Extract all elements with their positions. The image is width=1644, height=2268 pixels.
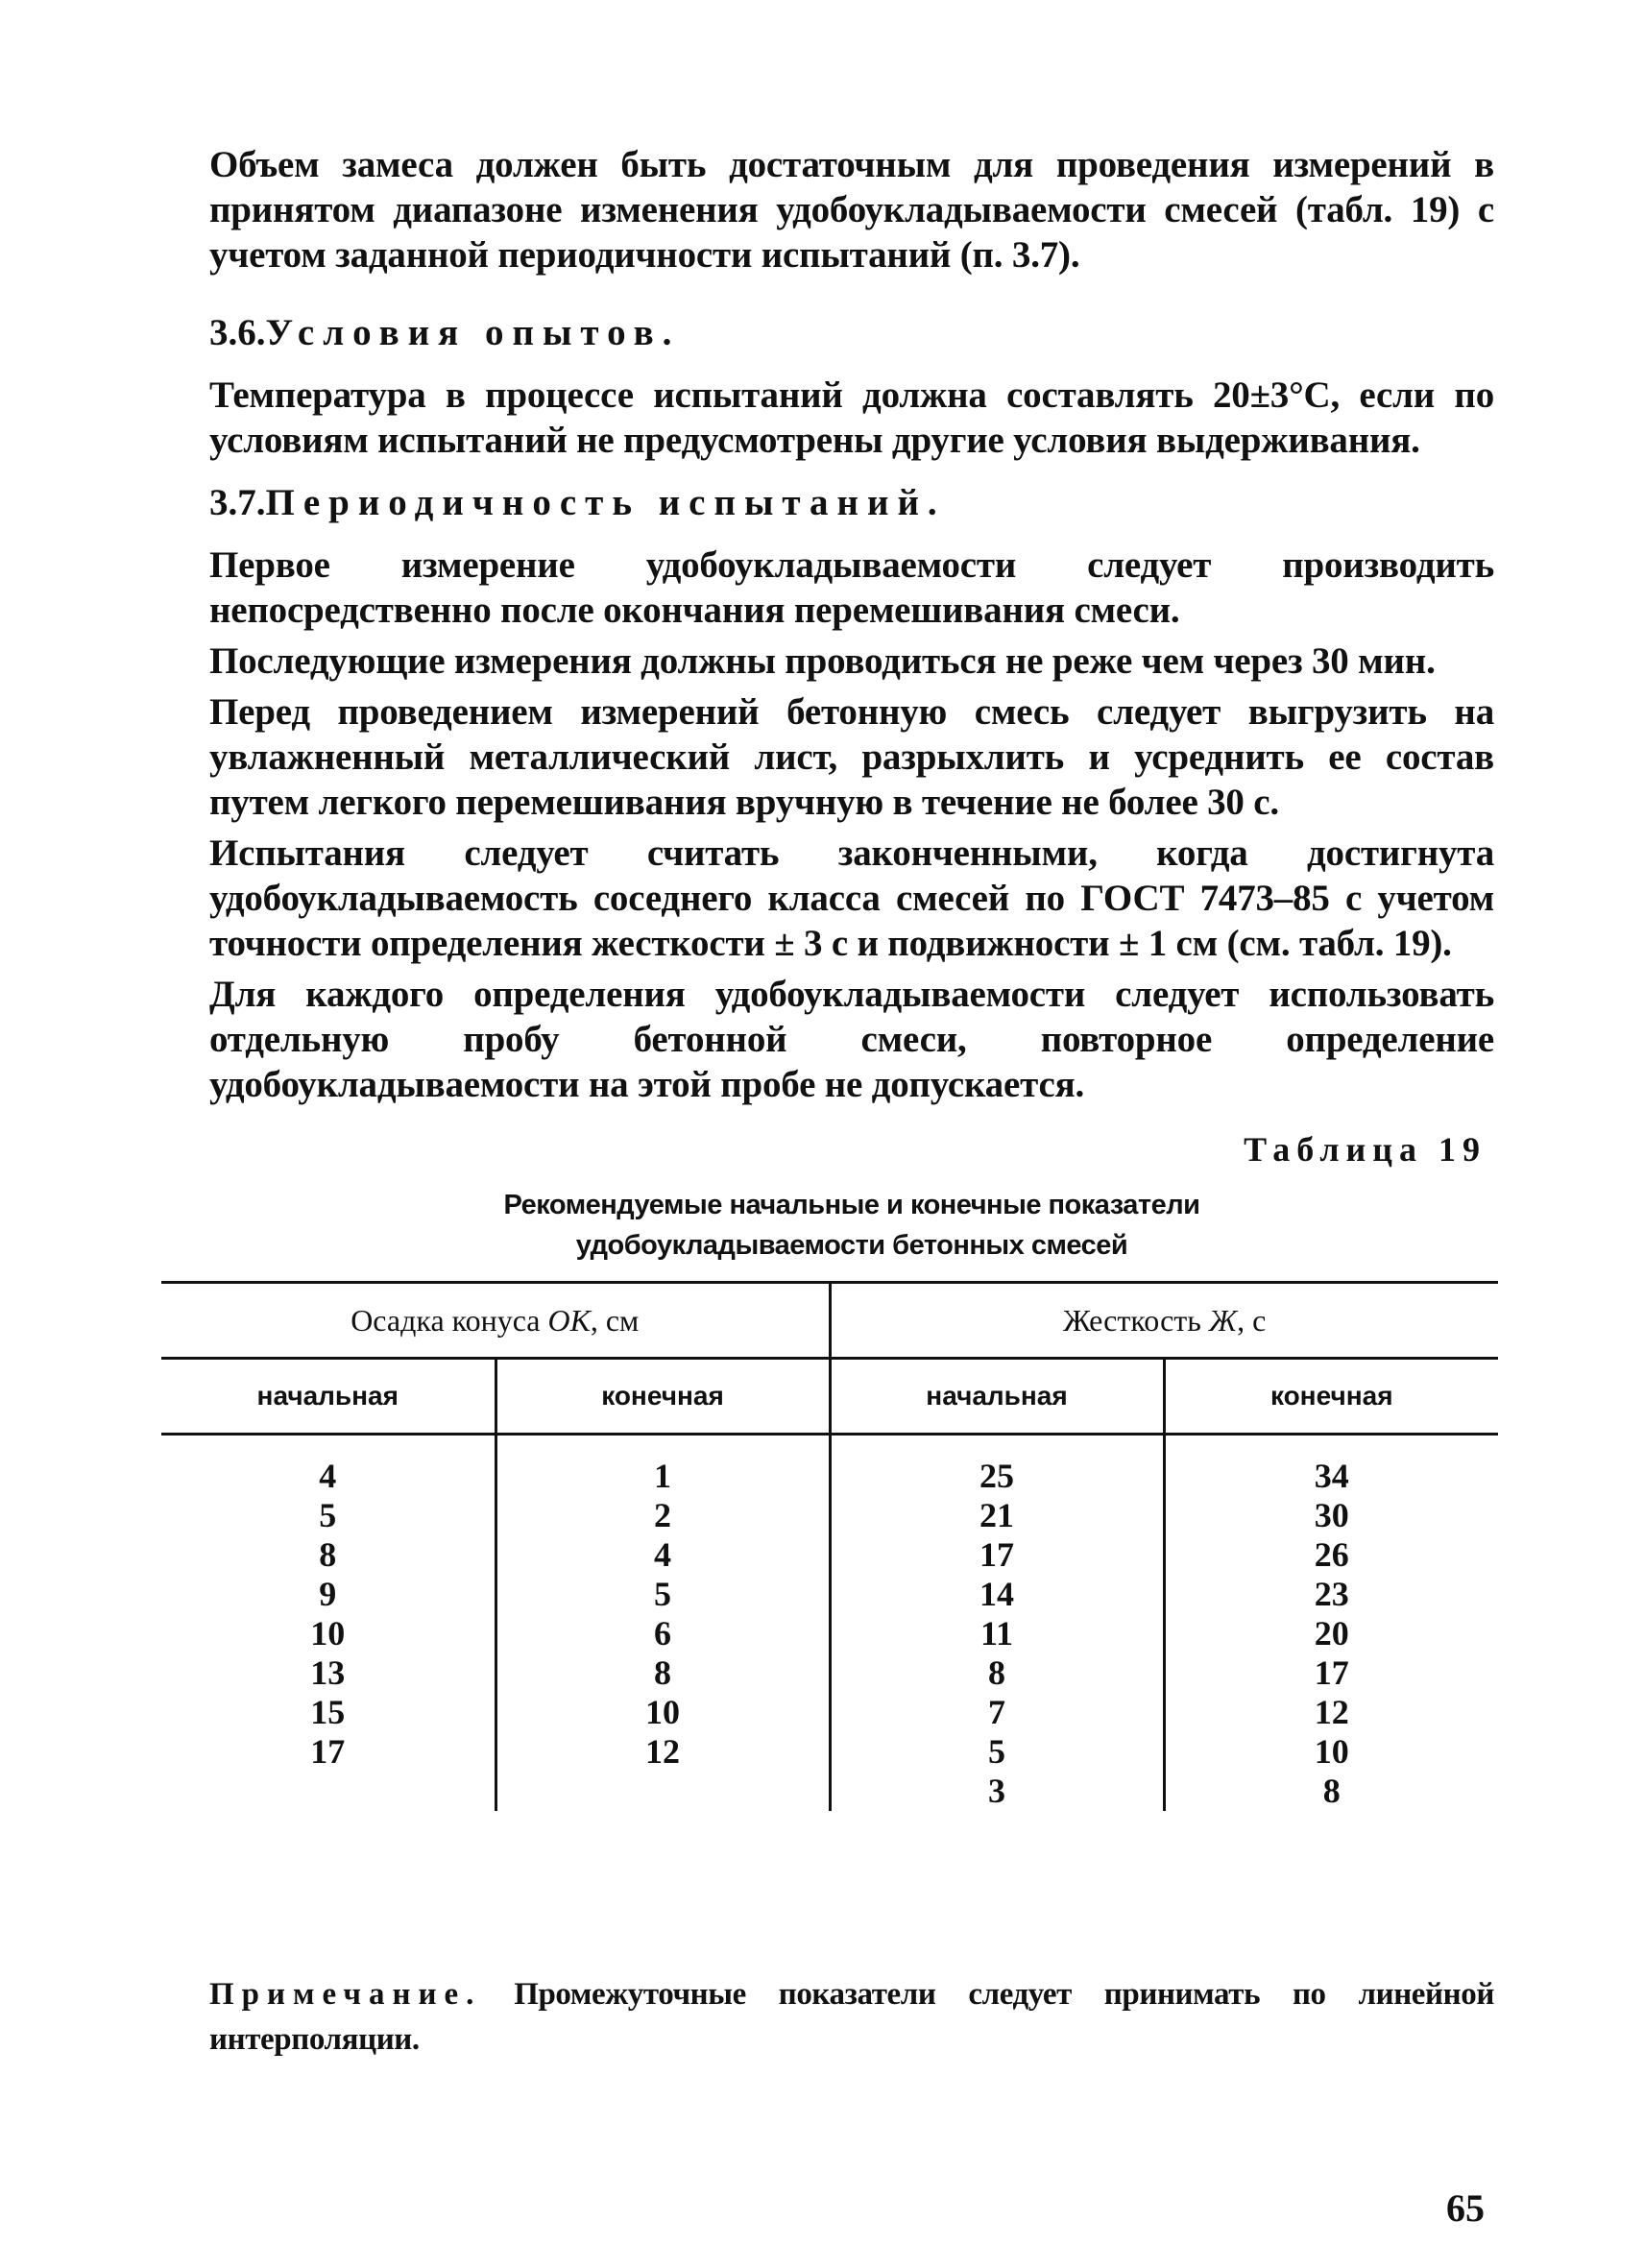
table-cell: 15 [310, 1693, 346, 1731]
table-cell: 5 [319, 1496, 337, 1534]
table-label: Таблица 19 [1244, 1130, 1487, 1169]
table-cell: 8 [1164, 1772, 1498, 1811]
table-cell: 21 [830, 1496, 1164, 1535]
table-note [209, 1972, 1494, 2063]
table-cell: 25 [830, 1435, 1164, 1497]
page-number: 65 [1446, 2186, 1485, 2230]
table-title-line-1: Рекомендуемые начальные и конечные показатели [503, 1190, 1200, 1220]
paragraph-temperature: Температура в процессе испытаний должна составлять 20±3°С, если по условиям испытаний не предусмотрены другие условия выдерживания. [209, 374, 1494, 461]
note-label: Примечание. [209, 1977, 482, 2012]
paragraph-batch-volume: Объем замеса должен быть достаточным для проведения измерений в принятом диапазоне изменения удобоукладываемости смесей (табл. 19) с учетом заданной периодичности испытаний (п. 3.7). [209, 144, 1494, 276]
table-cell: 23 [1164, 1575, 1498, 1614]
subheader-slump-initial: начальная [161, 1359, 496, 1435]
subheader-stiffness-initial: начальная [830, 1359, 1164, 1435]
table-cell: 26 [1164, 1535, 1498, 1575]
table-cell: 4 [496, 1535, 830, 1575]
section-3-6-number: 3.6. [209, 312, 266, 353]
section-3-7-heading [209, 480, 1494, 525]
table-cell: 12 [1164, 1693, 1498, 1732]
table-row [161, 1614, 1498, 1653]
table-row [161, 1575, 1498, 1614]
table-cell: 3 [830, 1772, 1164, 1811]
subheader-stiffness-final: конечная [1164, 1359, 1498, 1435]
table-cell: 2 [496, 1496, 830, 1535]
table-title-line-2: удобоукладываемости бетонных смесей [575, 1230, 1128, 1261]
table-body [161, 1435, 1498, 1812]
table-cell: 14 [830, 1575, 1164, 1614]
table-cell: 11 [830, 1614, 1164, 1653]
table-cell: 17 [830, 1535, 1164, 1575]
table-cell: 8 [496, 1653, 830, 1693]
note-text: Промежуточные показатели следует принимать по линейной интерполяции. [209, 1977, 1494, 2057]
table-cell: 4 [319, 1457, 337, 1495]
paragraph-first-measurement: Первое измерение удобоукладываемости следует производить непосредственно после окончания перемешивания смеси. [209, 544, 1494, 631]
table-row [161, 1653, 1498, 1693]
table-cell: 1 [496, 1435, 830, 1497]
table-cell: 8 [830, 1653, 1164, 1693]
table-cell: 7 [830, 1693, 1164, 1732]
workability-table [161, 1281, 1498, 1811]
table-cell: 12 [496, 1732, 830, 1772]
paragraph-subsequent-measurements: Последующие измерения должны проводиться не реже чем через 30 мин. [209, 640, 1436, 682]
section-3-7-title: Периодичность испытаний. [265, 482, 946, 523]
table-row [161, 1535, 1498, 1575]
table-cell: 20 [1164, 1614, 1498, 1653]
table-row [161, 1772, 1498, 1811]
paragraph-separate-sample: Для каждого определения удобоукладываемости следует использовать отдельную пробу бетонной смеси, повторное определение удобоукладываемости на этой пробе не допускается. [209, 974, 1494, 1105]
table-cell: 10 [1164, 1732, 1498, 1772]
table-row [161, 1732, 1498, 1772]
document-page [209, 142, 1494, 2230]
paragraph-unloading: Перед проведением измерений бетонную смесь следует выгрузить на увлажненный металлический лист, разрыхлить и усреднить ее состав путем легкого перемешивания вручную в течение не более 30 с. [209, 691, 1494, 823]
table-title [209, 1185, 1494, 1266]
section-3-6-heading [209, 310, 1494, 355]
table-cell: 30 [1164, 1496, 1498, 1535]
subheader-slump-final: конечная [496, 1359, 830, 1435]
table-cell: 8 [319, 1535, 337, 1574]
table-cell [496, 1772, 830, 1811]
table-cell: 9 [319, 1575, 337, 1613]
table-cell: 5 [830, 1732, 1164, 1772]
table-cell: 10 [496, 1693, 830, 1732]
table-cell: 6 [496, 1614, 830, 1653]
table-row [161, 1496, 1498, 1535]
header-slump: Осадка конуса ОК, см [161, 1283, 830, 1359]
table-cell: 13 [310, 1653, 346, 1692]
table-cell [161, 1772, 496, 1811]
table-cell: 34 [1164, 1435, 1498, 1497]
section-3-6-title: Условия опытов. [265, 312, 681, 353]
table-row [161, 1435, 1498, 1497]
header-stiffness: Жесткость Ж, с [830, 1283, 1498, 1359]
section-3-7-number: 3.7. [209, 482, 266, 523]
table-cell: 17 [1164, 1653, 1498, 1693]
table-cell: 17 [310, 1732, 346, 1771]
table-cell: 10 [310, 1614, 346, 1653]
table-cell: 5 [496, 1575, 830, 1614]
table-row [161, 1693, 1498, 1732]
paragraph-completion: Испытания следует считать законченными, когда достигнута удобоукладываемость соседнего класса смесей по ГОСТ 7473–85 с учетом точности определения жесткости ± 3 с и подвижности ± 1 см (см. табл. 19). [209, 832, 1494, 964]
